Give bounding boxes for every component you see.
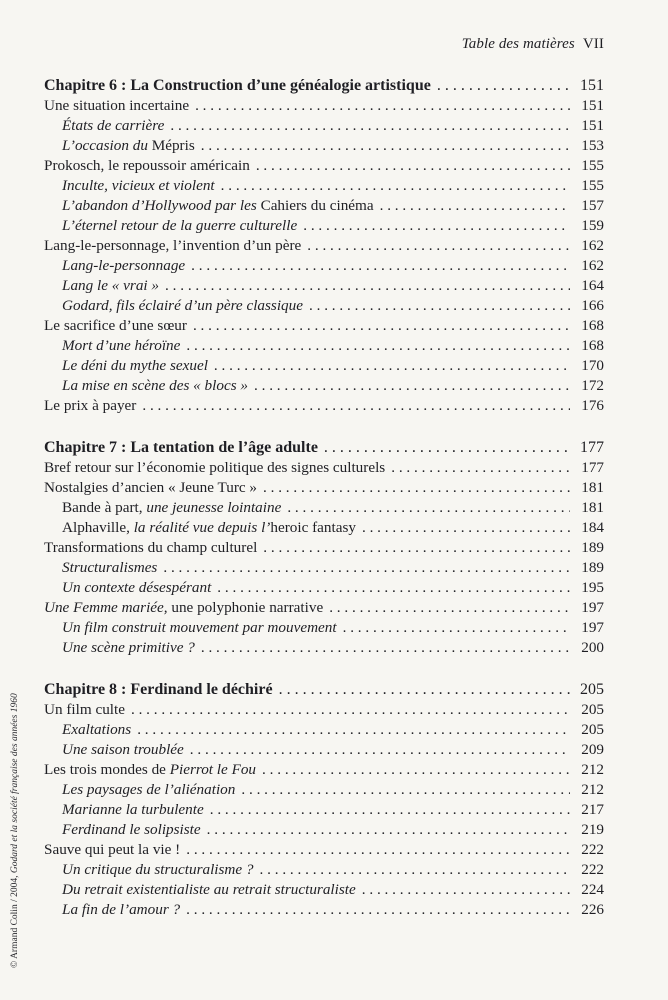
toc-entry-title bbox=[62, 276, 159, 296]
chapter-gap bbox=[44, 658, 604, 680]
toc-page-number: 166 bbox=[581, 297, 604, 314]
toc-subsection-row bbox=[44, 176, 604, 196]
toc-subsection-row bbox=[44, 136, 604, 156]
toc-entry-title bbox=[62, 578, 211, 598]
toc-title-part: La fin de l’amour ? bbox=[62, 901, 181, 918]
toc-entry-title bbox=[62, 216, 297, 236]
toc-page-number: 155 bbox=[581, 177, 604, 194]
toc-page-number: 189 bbox=[581, 539, 604, 556]
toc-page-number: 226 bbox=[581, 901, 604, 918]
toc-entry-title bbox=[44, 438, 318, 458]
toc-section-row bbox=[44, 396, 604, 416]
toc-page-number: 200 bbox=[581, 639, 604, 656]
toc-page-number: 222 bbox=[581, 861, 604, 878]
toc-title-part: Pierrot le Fou bbox=[169, 761, 257, 778]
toc-subsection-row bbox=[44, 518, 604, 538]
dot-leader bbox=[214, 356, 570, 376]
toc-chapter-row bbox=[44, 680, 604, 700]
dot-leader bbox=[131, 700, 570, 720]
toc-title-part: L’éternel retour de la guerre culturelle bbox=[62, 217, 298, 234]
toc-entry-title bbox=[62, 780, 235, 800]
dot-leader bbox=[329, 598, 570, 618]
header-title: Table des matières bbox=[461, 36, 575, 52]
toc-title-part: Prokosch, le repoussoir américain bbox=[44, 157, 250, 174]
dot-leader bbox=[343, 618, 570, 638]
toc-title-part: Lang-le-personnage bbox=[62, 257, 186, 274]
toc-title-part: Un film construit mouvement par mouvement bbox=[62, 619, 337, 636]
toc-title-part: Chapitre 6 : La Construction d’une généalogie artistique bbox=[44, 77, 431, 94]
toc-title-part: Mépris bbox=[151, 137, 195, 154]
toc-title-part: Mort d’une héroïne bbox=[62, 337, 181, 354]
toc-page-number: 184 bbox=[581, 519, 604, 536]
toc-subsection-row bbox=[44, 780, 604, 800]
toc-page-number: 151 bbox=[580, 77, 604, 94]
toc-title-part: Un contexte désespérant bbox=[62, 579, 212, 596]
dot-leader bbox=[260, 860, 570, 880]
toc-entry-title bbox=[44, 840, 180, 860]
toc-title-part: Une scène primitive ? bbox=[62, 639, 195, 656]
dot-leader bbox=[362, 880, 570, 900]
toc-entry-title bbox=[62, 356, 208, 376]
toc-subsection-row bbox=[44, 276, 604, 296]
toc-title-part: Les trois mondes de bbox=[44, 761, 170, 778]
dot-leader bbox=[391, 458, 570, 478]
toc-entry-title bbox=[44, 700, 125, 720]
toc-page-number: 155 bbox=[581, 157, 604, 174]
toc-page-number: 189 bbox=[581, 559, 604, 576]
dot-leader bbox=[380, 196, 570, 216]
toc-title-part: Lang le « vrai » bbox=[62, 277, 160, 294]
dot-leader bbox=[221, 176, 570, 196]
toc-subsection-row bbox=[44, 498, 604, 518]
toc-page-number: 197 bbox=[581, 599, 604, 616]
dot-leader bbox=[437, 76, 570, 96]
dot-leader bbox=[190, 740, 570, 760]
toc-title-part: Bref retour sur l’économie politique des signes culturels bbox=[44, 459, 386, 476]
dot-leader bbox=[241, 780, 570, 800]
toc-entry-title bbox=[62, 618, 337, 638]
toc-title-part: Le prix à payer bbox=[44, 397, 137, 414]
toc-page-number: 168 bbox=[581, 337, 604, 354]
toc-chapter-row bbox=[44, 438, 604, 458]
table-of-contents bbox=[44, 76, 604, 920]
toc-section-row bbox=[44, 478, 604, 498]
dot-leader bbox=[263, 538, 570, 558]
running-header bbox=[462, 36, 604, 53]
toc-subsection-row bbox=[44, 618, 604, 638]
toc-page-number: 217 bbox=[581, 801, 604, 818]
dot-leader bbox=[262, 760, 570, 780]
toc-section-row bbox=[44, 96, 604, 116]
toc-title-part: heroic fantasy bbox=[270, 519, 356, 536]
toc-section-row bbox=[44, 760, 604, 780]
toc-page-number: 181 bbox=[581, 479, 604, 496]
toc-page-number: 219 bbox=[581, 821, 604, 838]
toc-entry-title bbox=[44, 76, 431, 96]
toc-entry-title bbox=[62, 256, 185, 276]
dot-leader bbox=[324, 438, 570, 458]
toc-title-part: une jeunesse lointaine bbox=[146, 499, 282, 516]
toc-subsection-row bbox=[44, 558, 604, 578]
toc-entry-title bbox=[44, 316, 187, 336]
toc-title-part: Le déni du mythe sexuel bbox=[62, 357, 208, 374]
toc-subsection-row bbox=[44, 638, 604, 658]
toc-title-part: Bande à part, bbox=[62, 499, 147, 516]
dot-leader bbox=[263, 478, 570, 498]
dot-leader bbox=[137, 720, 570, 740]
toc-page-number: 172 bbox=[581, 377, 604, 394]
toc-page-number: 205 bbox=[581, 701, 604, 718]
toc-subsection-row bbox=[44, 356, 604, 376]
toc-title-part: Les paysages de l’aliénation bbox=[62, 781, 236, 798]
toc-title-part: Marianne la turbulente bbox=[62, 801, 204, 818]
toc-title-part: Une situation incertaine bbox=[44, 97, 190, 114]
toc-subsection-row bbox=[44, 900, 604, 920]
toc-title-part: Alphaville, bbox=[62, 519, 134, 536]
toc-title-part: Exaltations bbox=[62, 721, 132, 738]
toc-subsection-row bbox=[44, 196, 604, 216]
toc-page-number: 170 bbox=[581, 357, 604, 374]
toc-entry-title bbox=[62, 116, 164, 136]
toc-title-part: États de carrière bbox=[62, 117, 165, 134]
dot-leader bbox=[309, 296, 570, 316]
toc-subsection-row bbox=[44, 880, 604, 900]
dot-leader bbox=[165, 276, 570, 296]
toc-title-part: Nostalgies d’ancien « Jeune Turc » bbox=[44, 479, 258, 496]
toc-entry-title bbox=[44, 96, 189, 116]
toc-page-number: 164 bbox=[581, 277, 604, 294]
toc-entry-title bbox=[62, 336, 180, 356]
toc-title-part: Sauve qui peut la vie ! bbox=[44, 841, 181, 858]
toc-title-part: Chapitre 8 : Ferdinand le déchiré bbox=[44, 681, 273, 698]
dot-leader bbox=[307, 236, 570, 256]
toc-subsection-row bbox=[44, 740, 604, 760]
toc-subsection-row bbox=[44, 116, 604, 136]
dot-leader bbox=[191, 256, 570, 276]
toc-title-part: Lang-le-personnage, l’invention d’un père bbox=[44, 237, 302, 254]
toc-page-number: 212 bbox=[581, 781, 604, 798]
toc-entry-title bbox=[62, 296, 303, 316]
toc-title-part: La mise en scène des « blocs » bbox=[62, 377, 249, 394]
toc-title-part: Structuralismes bbox=[62, 559, 158, 576]
toc-subsection-row bbox=[44, 376, 604, 396]
toc-entry-title bbox=[62, 638, 195, 658]
toc-page-number: 177 bbox=[581, 459, 604, 476]
chapter-gap bbox=[44, 416, 604, 438]
toc-subsection-row bbox=[44, 720, 604, 740]
toc-entry-title bbox=[44, 760, 256, 780]
toc-page-number: 177 bbox=[580, 439, 604, 456]
toc-page-number: 162 bbox=[581, 257, 604, 274]
toc-title-part: Transformations du champ culturel bbox=[44, 539, 258, 556]
side-copyright-book: Godard et la société française des années 1960 bbox=[10, 693, 20, 874]
toc-page-number: 224 bbox=[581, 881, 604, 898]
toc-page-number: 181 bbox=[581, 499, 604, 516]
dot-leader bbox=[186, 840, 570, 860]
toc-page-number: 151 bbox=[581, 117, 604, 134]
toc-subsection-row bbox=[44, 800, 604, 820]
toc-title-part: Inculte, vicieux et violent bbox=[62, 177, 215, 194]
toc-entry-title bbox=[62, 498, 281, 518]
toc-page-number: 205 bbox=[581, 721, 604, 738]
dot-leader bbox=[254, 376, 570, 396]
side-copyright bbox=[10, 693, 20, 968]
toc-entry-title bbox=[62, 196, 374, 216]
toc-entry-title bbox=[62, 740, 184, 760]
toc-title-part: Cahiers du cinéma bbox=[260, 197, 374, 214]
toc-title-part: L’occasion du bbox=[62, 137, 152, 154]
toc-section-row bbox=[44, 700, 604, 720]
toc-entry-title bbox=[44, 680, 273, 700]
toc-page-number: 162 bbox=[581, 237, 604, 254]
toc-page-number: 151 bbox=[581, 97, 604, 114]
dot-leader bbox=[303, 216, 570, 236]
dot-leader bbox=[186, 336, 570, 356]
toc-entry-title bbox=[62, 176, 215, 196]
toc-entry-title bbox=[62, 376, 248, 396]
dot-leader bbox=[163, 558, 570, 578]
toc-subsection-row bbox=[44, 860, 604, 880]
toc-entry-title bbox=[62, 136, 195, 156]
toc-entry-title bbox=[62, 720, 131, 740]
toc-subsection-row bbox=[44, 336, 604, 356]
dot-leader bbox=[201, 638, 570, 658]
toc-entry-title bbox=[44, 236, 301, 256]
toc-page-number: 168 bbox=[581, 317, 604, 334]
toc-entry-title bbox=[62, 900, 180, 920]
toc-entry-title bbox=[62, 820, 201, 840]
toc-page-number: 212 bbox=[581, 761, 604, 778]
dot-leader bbox=[210, 800, 570, 820]
toc-page-number: 157 bbox=[581, 197, 604, 214]
toc-entry-title bbox=[62, 880, 356, 900]
toc-entry-title bbox=[44, 478, 257, 498]
toc-section-row bbox=[44, 236, 604, 256]
toc-section-row bbox=[44, 538, 604, 558]
toc-page-number: 197 bbox=[581, 619, 604, 636]
toc-entry-title bbox=[44, 156, 250, 176]
toc-entry-title bbox=[44, 458, 385, 478]
toc-page-number: 176 bbox=[581, 397, 604, 414]
toc-section-row bbox=[44, 458, 604, 478]
toc-entry-title bbox=[62, 800, 204, 820]
dot-leader bbox=[207, 820, 570, 840]
dot-leader bbox=[201, 136, 570, 156]
toc-entry-title bbox=[62, 860, 254, 880]
toc-subsection-row bbox=[44, 256, 604, 276]
toc-subsection-row bbox=[44, 216, 604, 236]
dot-leader bbox=[186, 900, 570, 920]
side-copyright-prefix: © Armand Colin / 2004, bbox=[10, 873, 20, 968]
toc-subsection-row bbox=[44, 578, 604, 598]
toc-chapter-row bbox=[44, 76, 604, 96]
toc-title-part: Ferdinand le solipsiste bbox=[62, 821, 201, 838]
toc-page-number: 222 bbox=[581, 841, 604, 858]
toc-title-part: Chapitre 7 : La tentation de l’âge adulte bbox=[44, 439, 318, 456]
toc-title-part: Godard, fils éclairé d’un père classique bbox=[62, 297, 303, 314]
toc-entry-title bbox=[44, 396, 136, 416]
toc-title-part: une polyphonie narrative bbox=[167, 599, 324, 616]
toc-entry-title bbox=[44, 538, 257, 558]
dot-leader bbox=[362, 518, 570, 538]
dot-leader bbox=[279, 680, 570, 700]
toc-entry-title bbox=[62, 558, 157, 578]
toc-subsection-row bbox=[44, 820, 604, 840]
toc-subsection-row bbox=[44, 296, 604, 316]
toc-section-row bbox=[44, 316, 604, 336]
toc-page-number: 153 bbox=[581, 137, 604, 154]
toc-entry-title bbox=[44, 598, 323, 618]
toc-page-number: 195 bbox=[581, 579, 604, 596]
dot-leader bbox=[256, 156, 570, 176]
dot-leader bbox=[195, 96, 570, 116]
toc-title-part: L’abandon d’Hollywood par les bbox=[62, 197, 261, 214]
toc-title-part: Le sacrifice d’une sœur bbox=[44, 317, 187, 334]
toc-title-part: Du retrait existentialiste au retrait structuraliste bbox=[62, 881, 356, 898]
toc-section-row bbox=[44, 840, 604, 860]
dot-leader bbox=[142, 396, 570, 416]
toc-title-part: Une Femme mariée, bbox=[44, 599, 168, 616]
dot-leader bbox=[170, 116, 570, 136]
toc-title-part: Une saison troublée bbox=[62, 741, 184, 758]
toc-page-number: 159 bbox=[581, 217, 604, 234]
toc-title-part: Un critique du structuralisme ? bbox=[62, 861, 254, 878]
dot-leader bbox=[217, 578, 570, 598]
toc-section-row bbox=[44, 598, 604, 618]
toc-title-part: Un film culte bbox=[44, 701, 125, 718]
dot-leader bbox=[287, 498, 570, 518]
toc-entry-title bbox=[62, 518, 356, 538]
toc-section-row bbox=[44, 156, 604, 176]
header-page-number: VII bbox=[582, 36, 604, 52]
toc-page-number: 205 bbox=[580, 681, 604, 698]
dot-leader bbox=[193, 316, 570, 336]
toc-title-part: la réalité vue depuis l’ bbox=[133, 519, 271, 536]
toc-page-number: 209 bbox=[581, 741, 604, 758]
